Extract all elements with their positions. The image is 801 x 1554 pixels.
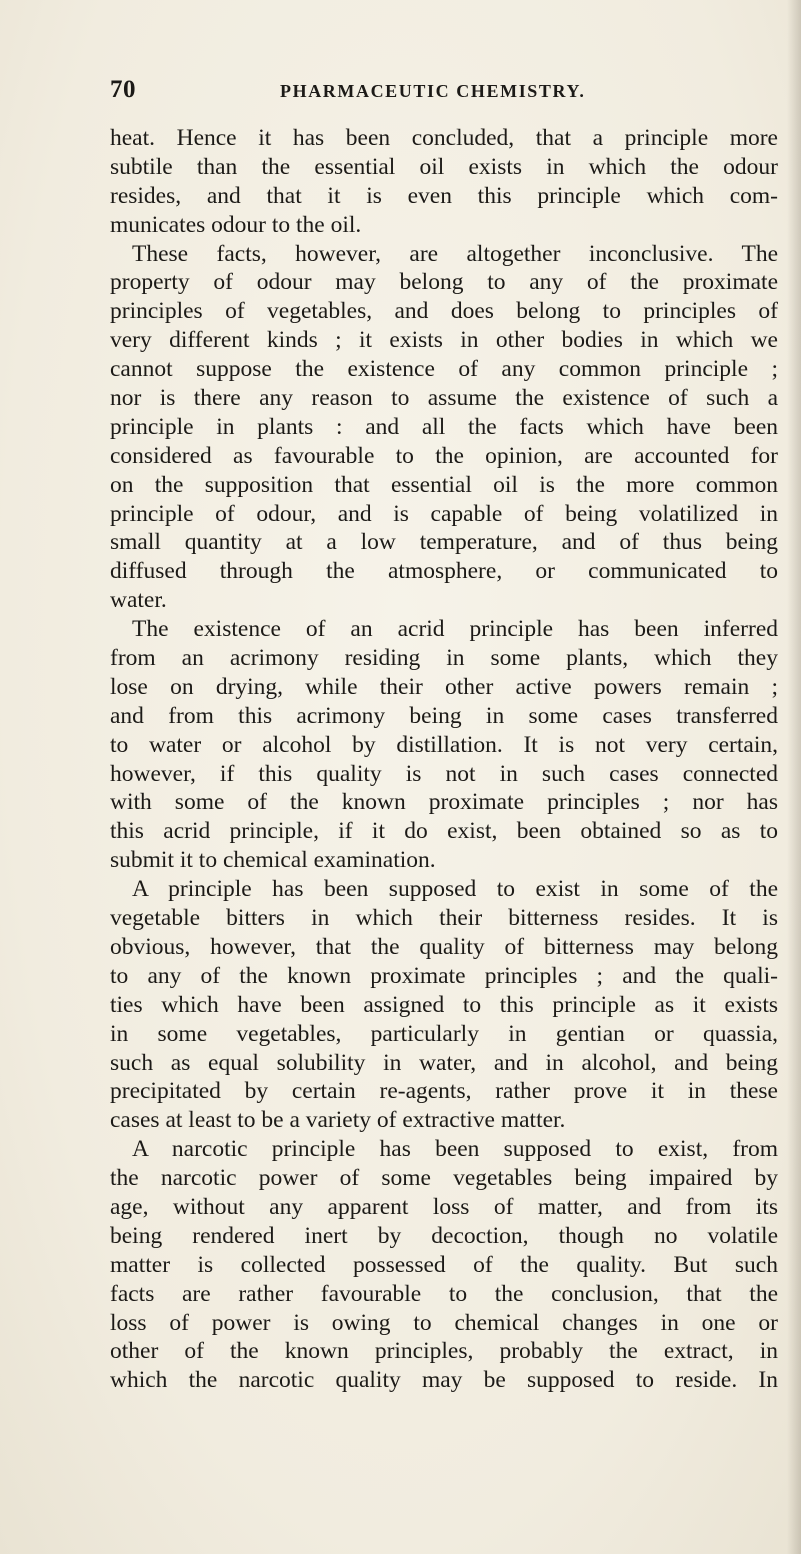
text-line: submit it to chemical examination. [110, 847, 436, 874]
text-line: age, without any apparent loss of matter, and from its [110, 1193, 778, 1220]
text-line: to water or alcohol by distillation. It is not very certain, [110, 731, 778, 758]
text-line: nor is there any reason to assume the existence of such a [110, 385, 778, 412]
text-line: cannot suppose the existence of any common principle ; [110, 356, 778, 383]
text-line: other of the known principles, probably the extract, in [110, 1338, 778, 1365]
text-line: diffused through the atmosphere, or communicated to [110, 558, 778, 585]
text-line: principle in plants : and all the facts which have been [110, 413, 778, 440]
text-line: considered as favourable to the opinion, are accounted for [110, 442, 778, 469]
text-line: loss of power is owing to chemical changes in one or [110, 1309, 778, 1336]
text-line: ties which have been assigned to this principle as it exists [110, 991, 778, 1018]
text-line: however, if this quality is not in such cases connected [110, 760, 778, 787]
text-line: A principle has been supposed to exist in some of the [132, 876, 778, 903]
text-line: precipitated by certain re-agents, rather prove it in these [110, 1078, 778, 1105]
body-text [110, 124, 778, 1395]
text-line: such as equal solubility in water, and in alcohol, and being [110, 1049, 778, 1076]
text-line: principle of odour, and is capable of being volatilized in [110, 500, 778, 527]
running-head: PHARMACEUTIC CHEMISTRY. [280, 81, 586, 101]
text-line: being rendered inert by decoction, though no volatile [110, 1222, 778, 1249]
text-line: water. [110, 587, 167, 614]
text-line: resides, and that it is even this principle which com- [110, 182, 778, 209]
page-edge-shadow [787, 0, 801, 1554]
page-header [110, 76, 778, 112]
text-line: facts are rather favourable to the conclusion, that the [110, 1280, 778, 1307]
text-line: The existence of an acrid principle has been inferred [132, 616, 778, 643]
page-number: 70 [110, 76, 136, 103]
text-line: very different kinds ; it exists in other bodies in which we [110, 327, 778, 354]
text-line: which the narcotic quality may be supposed to reside. In [110, 1367, 778, 1394]
text-line: property of odour may belong to any of the proximate [110, 269, 778, 296]
text-line: to any of the known proximate principles ; and the quali- [110, 962, 778, 989]
text-line: principles of vegetables, and does belong to principles of [110, 298, 778, 325]
text-line: on the supposition that essential oil is the more common [110, 471, 778, 498]
text-line: A narcotic principle has been supposed to exist, from [132, 1136, 778, 1163]
text-line: municates odour to the oil. [110, 211, 362, 238]
text-line: with some of the known proximate principles ; nor has [110, 789, 778, 816]
text-line: subtile than the essential oil exists in which the odour [110, 153, 778, 180]
text-line: this acrid principle, if it do exist, been obtained so as to [110, 818, 778, 845]
text-line: small quantity at a low temperature, and of thus being [110, 529, 778, 556]
text-line: heat. Hence it has been concluded, that a principle more [110, 125, 778, 151]
text-line: vegetable bitters in which their bitterness resides. It is [110, 905, 778, 932]
text-line: lose on drying, while their other active powers remain ; [110, 673, 778, 700]
text-line: obvious, however, that the quality of bitterness may belong [110, 933, 778, 960]
text-line: These facts, however, are altogether inconclusive. The [132, 240, 778, 267]
text-line: from an acrimony residing in some plants, which they [110, 645, 778, 672]
text-line: and from this acrimony being in some cases transferred [110, 702, 778, 729]
text-line: matter is collected possessed of the quality. But such [110, 1251, 778, 1278]
text-line: in some vegetables, particularly in gentian or quassia, [110, 1020, 778, 1047]
text-line: cases at least to be a variety of extractive matter. [110, 1107, 566, 1134]
text-line: the narcotic power of some vegetables being impaired by [110, 1165, 778, 1192]
